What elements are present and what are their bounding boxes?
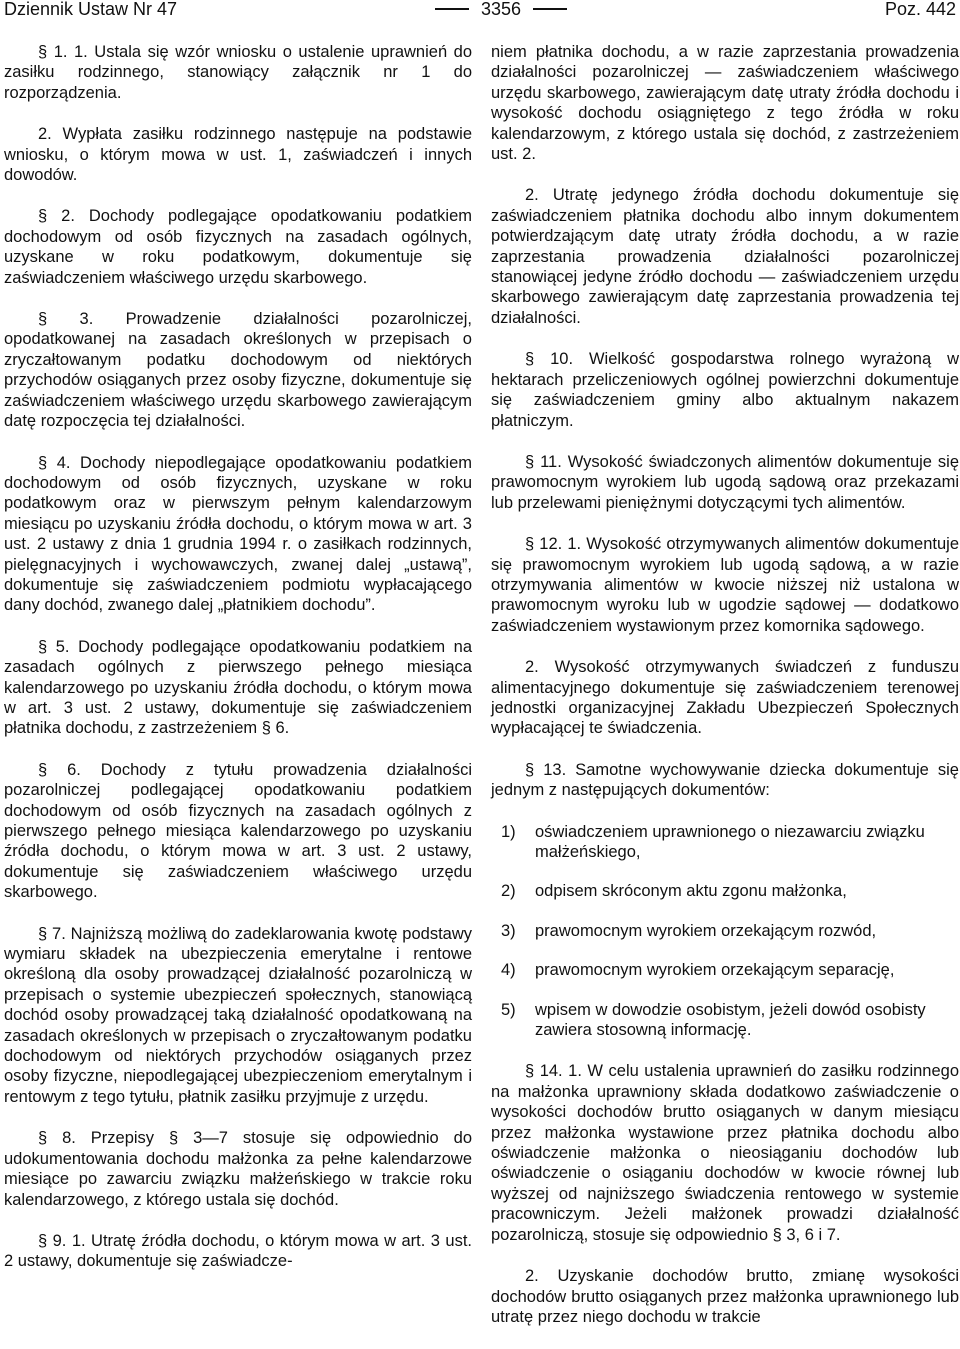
list-item-number: 3) [501,921,516,940]
paragraph: 2. Uzyskanie dochodów brutto, zmianę wysokości dochodów brutto osiąganych przez małżonka uprawnionego lub utratę przez niego dochodu w trakcie [491,1267,959,1326]
page-number-block [435,0,567,18]
right-column [491,42,959,1348]
list-item-number: 2) [501,882,516,901]
list-item [491,921,959,941]
list-item-number: 1) [501,822,516,841]
paragraph: § 9. 1. Utratę źródła dochodu, o którym mowa w art. 3 ust. 2 ustawy, dokumentuje się zaświadcze- [4,1231,472,1271]
paragraph: § 11. Wysokość świadczonych alimentów dokumentuje się prawomocnym wyrokiem lub ugodą sądową oraz przekazami lub przelewami pieniężnymi dotyczącymi tych alimentów. [491,452,959,512]
list-item [491,822,959,863]
paragraph: § 2. Dochody podlegające opodatkowaniu podatkiem dochodowym od osób fizycznych na zasadach ogólnych, uzyskane w roku podatkowym, dokumentuje się zaświadczeniem właściwego urzędu skarbowego. [4,207,472,287]
paragraph: § 8. Przepisy § 3—7 stosuje się odpowiednio do udokumentowania dochodu małżonka za pełne kalendarzowe miesiące po zawarciu związku małżeńskiego w trakcie roku kalendarzowego, z którego ustala się dochód. [4,1129,472,1209]
list-item [491,1000,959,1041]
paragraph: 2. Wysokość otrzymywanych świadczeń z funduszu alimentacyjnego dokumentuje się zaświadczeniem terenowej jednostki organizacyjnej Zakładu Ubezpieczeń Społecznych wypłacającej te świadczenia. [491,658,959,738]
paragraph: § 1. 1. Ustala się wzór wniosku o ustalenie uprawnień do zasiłku rodzinnego, stanowiący załącznik nr 1 do rozporządzenia. [4,43,472,102]
paragraph: 2. Utratę jedynego źródła dochodu dokumentuje się zaświadczeniem płatnika dochodu albo innym dokumentem potwierdzającym datę utraty źródła dochodu, a w razie zaprzestania prowadzenia działalności pozarolniczej stanowiącej jedyne źródło dochodu — zaświadczeniem urzędu skarbowego zawierającym datę zaprzestania prowadzenia tej działalności. [491,186,959,327]
page-header [4,0,956,24]
paragraph: § 7. Najniższą możliwą do zadeklarowania kwotę podstawy wymiaru składek na ubezpieczenia emerytalne i rentowe określoną dla osoby prowadzącej działalność pozarolniczą w przepisach o systemie ubezpieczeń społecznych, stanowiącą dochód osoby prowadzącej taką działalność opodatkowaną na zasadach określonych w przepisach o zryczałtowanym podatku dochodowym od niektórych przychodów osiąganych przez osoby fizyczne, niepodlegającej ubezpieczeniom emerytalnym i rentowym z tego tytułu, płatnik zasiłku przyjmuje z urzędu. [4,924,472,1106]
paragraph: § 3. Prowadzenie działalności pozarolniczej, opodatkowanej na zasadach określonych w przepisach o zryczałtowanym podatku dochodowym od niektórych przychodów osiąganych przez osoby fizyczne, dokumentuje się zaświadczeniem właściwego urzędu skarbowego zawierającym datę rozpoczęcia tej działalności. [4,310,472,431]
paragraph: § 13. Samotne wychowywanie dziecka dokumentuje się jednym z następujących dokumentów: [491,760,959,800]
list-item-text: oświadczeniem uprawnionego o niezawarciu związku małżeńskiego, [535,822,925,861]
paragraph: § 6. Dochody z tytułu prowadzenia działalności pozarolniczej podlegającej opodatkowaniu podatkiem dochodowym od osób fizycznych na zasadach ogólnych z pierwszego pełnego miesiąca kalendarzowego po uzyskaniu źródła dochodu, o którym mowa w art. 3 ust. 2 ustawy, dokumentuje się zaświadczeniem właściwego urzędu skarbowego. [4,760,472,902]
paragraph: § 4. Dochody niepodlegające opodatkowaniu podatkiem dochodowym od osób fizycznych, uzyskane w roku podatkowym oraz w pierwszym pełnym kalendarzowym miesiącu po uzyskaniu źródła dochodu, o którym mowa w art. 3 ust. 2 ustawy z dnia 1 grudnia 1994 r. o zasiłkach rodzinnych, pielęgnacyjnych i wychowawczych, zwanej dalej „ustawą”, dokumentuje się zaświadczeniem podmiotu wypłacającego dany dochód, zwanego dalej „płatnikiem dochodu”. [4,453,472,615]
paragraph: § 10. Wielkość gospodarstwa rolnego wyrażoną w hektarach przeliczeniowych ogólnej powierzchni dokumentuje się zaświadczeniem gminy albo aktualnym nakazem płatniczym. [491,350,959,430]
paragraph: § 5. Dochody podlegające opodatkowaniu podatkiem na zasadach ogólnych z pierwszego pełnego miesiąca kalendarzowego po uzyskaniu źródła dochodu, o którym mowa w art. 3 ust. 2 ustawy, dokumentuje się zaświadczeniem płatnika dochodu, z zastrzeżeniem § 6. [4,637,472,738]
position-label: Poz. 442 [884,0,956,19]
paragraph: 2. Wypłata zasiłku rodzinnego następuje na podstawie wniosku, o którym mowa w ust. 1, zaświadczeń i innych dowodów. [4,125,472,185]
paragraph: § 14. 1. W celu ustalenia uprawnień do zasiłku rodzinnego na małżonka uprawniony składa dodatkowo zaświadczenie o wysokości dochodów brutto osiąganych w danym miesiącu przez małżonka wystawione przez płatnika dochodu albo oświadczenie małżonka o nieosiąganiu dochodów lub oświadczenie o osiąganiu dochodów w kwocie równej lub wyższej od najniższego świadczenia rentowego w systemie pracowniczym. Jeżeli małżonek prowadzi działalność pozarolniczą, stosuje się odpowiednio § 3, 6 i 7. [491,1062,959,1244]
list-item [491,881,959,901]
dash-divider [533,8,567,10]
list-item-number: 4) [501,961,516,980]
list-item-number: 5) [501,1000,516,1019]
journal-title: Dziennik Ustaw Nr 47 [4,0,178,19]
list-item-text: wpisem w dowodzie osobistym, jeżeli dowód osobisty zawiera stosowną informację. [535,1000,926,1040]
paragraph-continuation: niem płatnika dochodu, a w razie zaprzestania prowadzenia działalności pozarolniczej — zaświadczeniem właściwego urzędu skarbowego, zawierającym datę utraty źródła dochodu i wysokość dochodu osiągniętego z tego źródła w roku kalendarzowym, z którego ustala się dochód, z zastrzeżeniem ust. 2. [491,43,959,164]
dash-divider [435,8,469,10]
page-number: 3356 [481,0,522,19]
list-item-text: odpisem skróconym aktu zgonu małżonka, [535,882,847,901]
document-list [491,822,959,1041]
paragraph: § 12. 1. Wysokość otrzymywanych alimentów dokumentuje się prawomocnym wyrokiem lub ugodą sądową, a w razie otrzymywania alimentów w kwocie niższej niż ustalona w prawomocnym wyroku lub w ugodzie sądowej — dodatkowo zaświadczeniem wystawionym przez komornika sądowego. [491,535,959,635]
list-item-text: prawomocnym wyrokiem orzekającym separację, [535,961,895,980]
left-column [4,42,472,1293]
list-item [491,960,959,980]
list-item-text: prawomocnym wyrokiem orzekającym rozwód, [535,921,877,940]
